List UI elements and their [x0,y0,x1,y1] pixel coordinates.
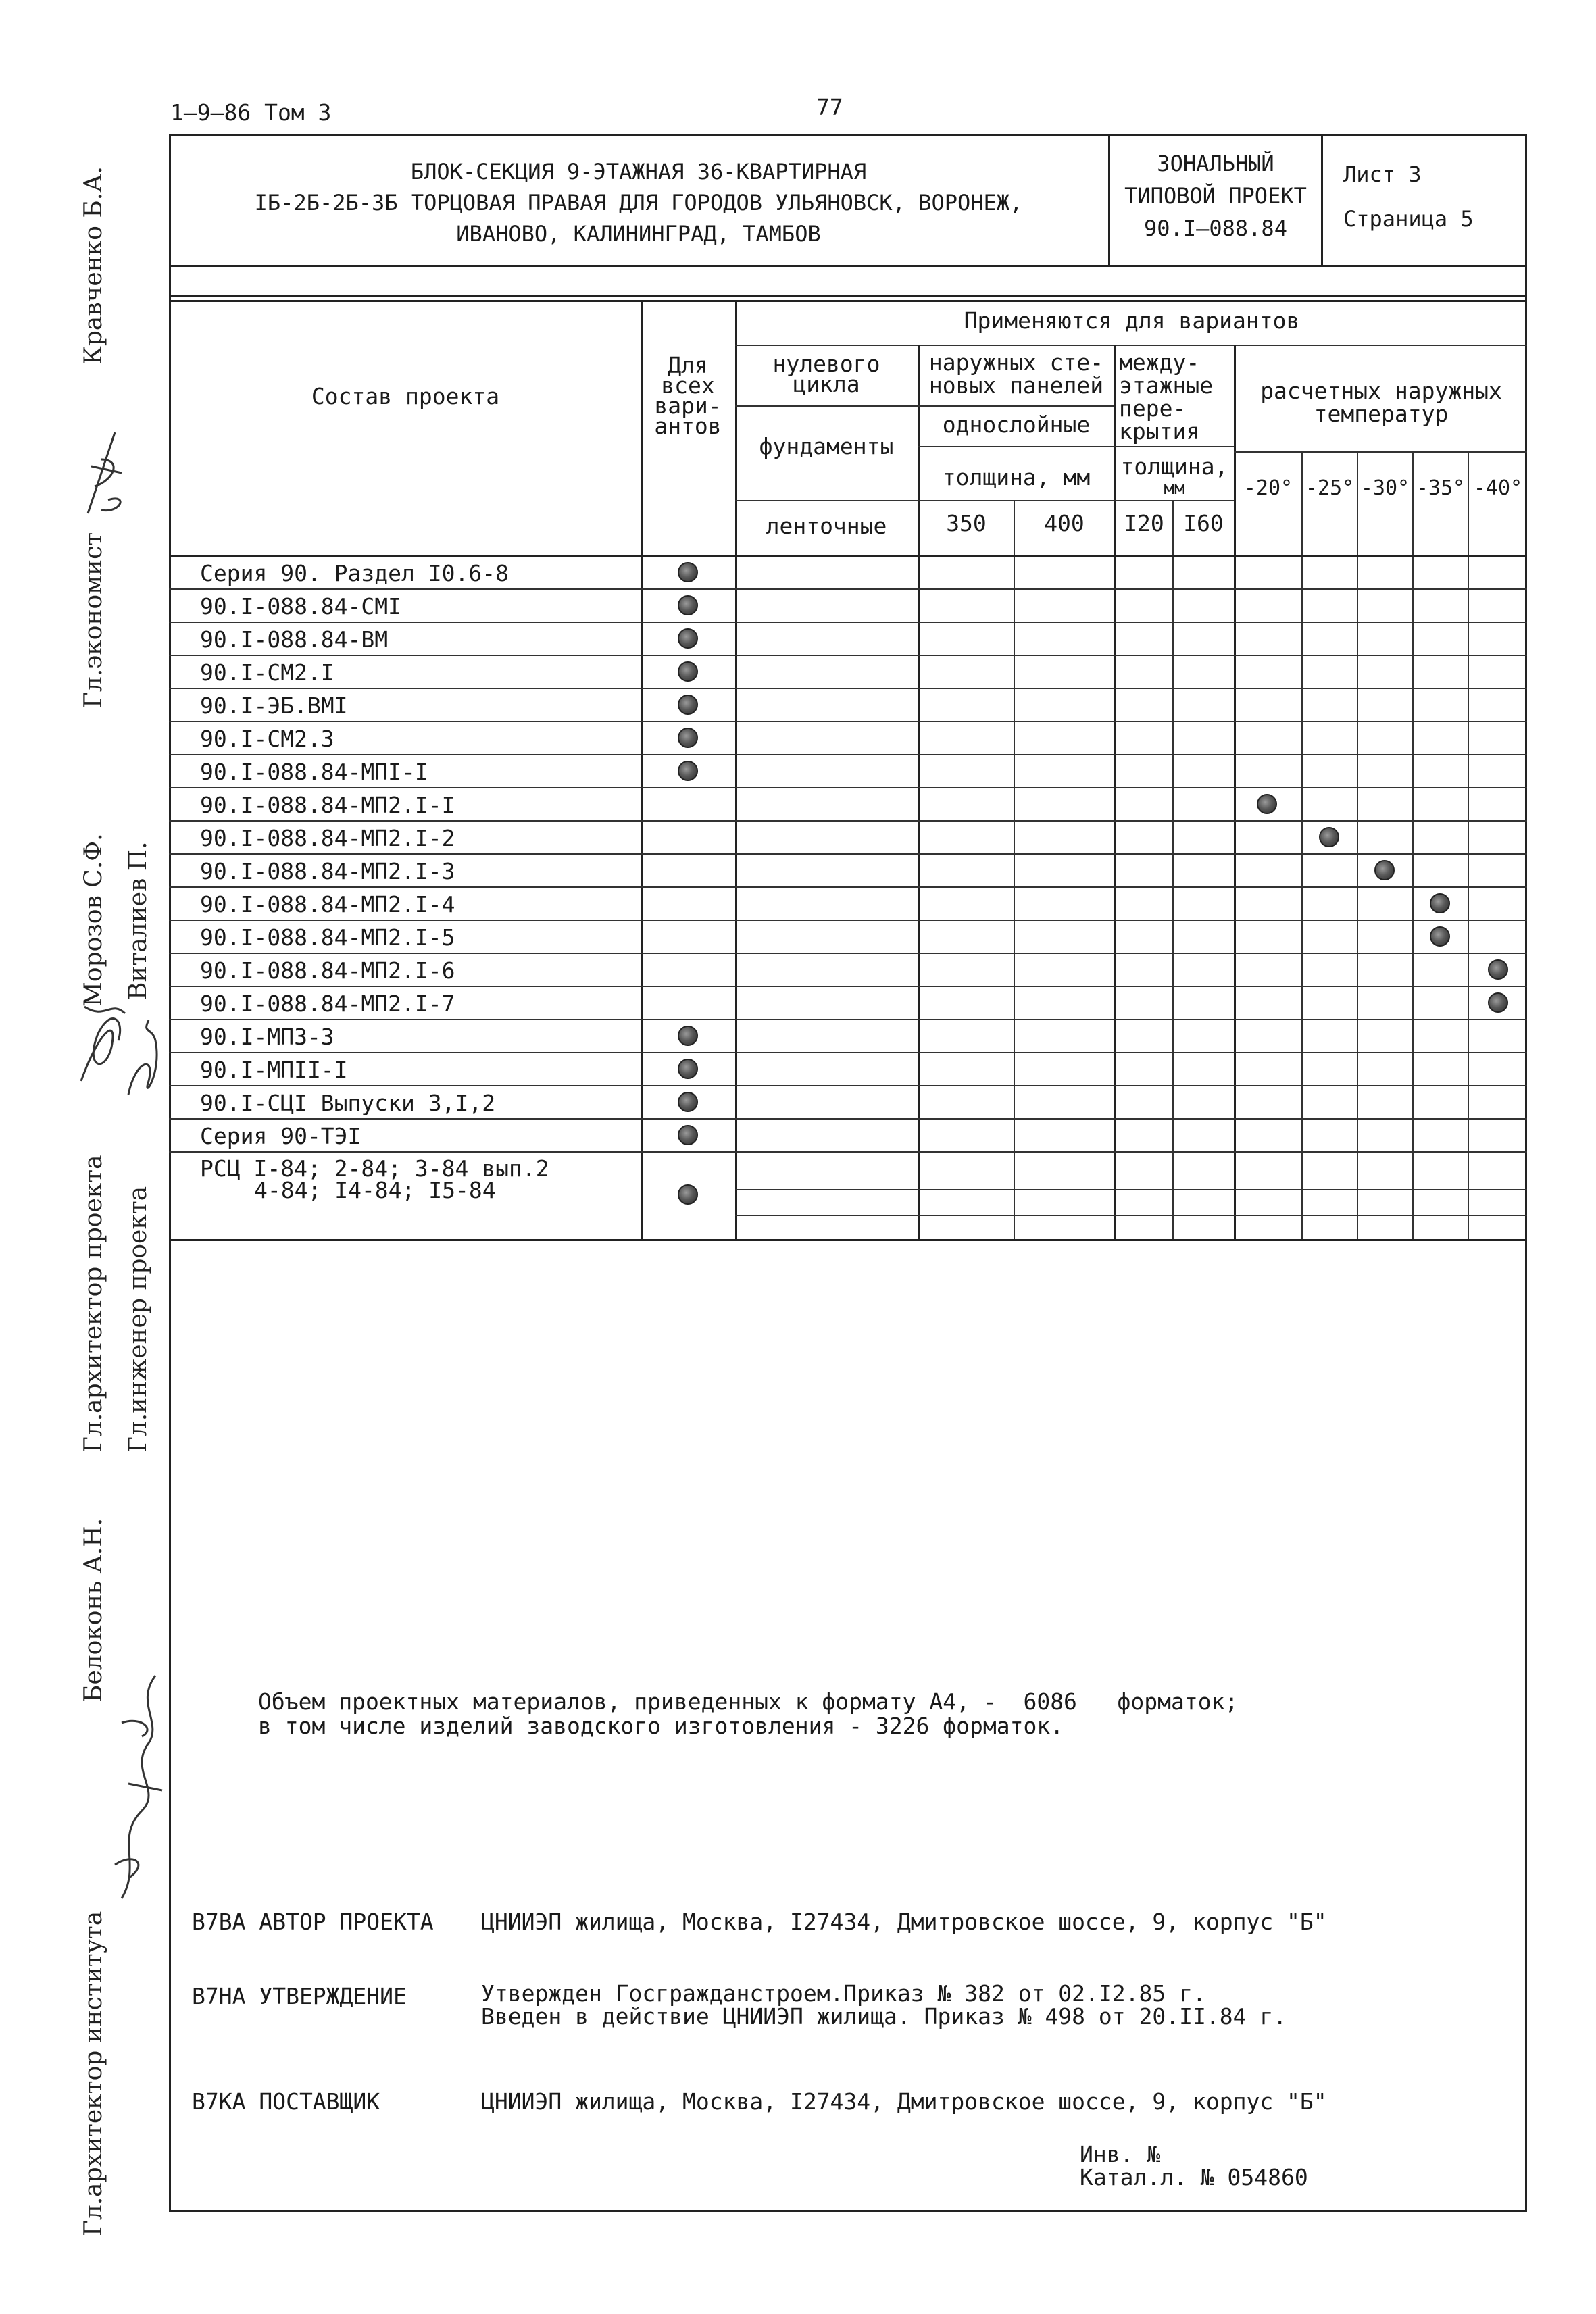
temp-40: -40° [1473,476,1523,500]
table-row: 90.I-088.84-МП2.I-2 [200,825,455,851]
strip-foundation: ленточные [766,513,887,539]
table-row: 90.I-ЭБ.ВМI [200,693,348,719]
signature-institute-architect [101,1662,176,1905]
applies-marker [1257,794,1277,814]
table-row: 90.I-088.84-ВМ [200,626,389,653]
project-number: 90.I–088.84 [1144,216,1287,241]
temp-25: -25° [1305,476,1355,500]
temps-2: температур [1314,401,1449,427]
single-layer: однослойные [942,411,1091,438]
project-type: ЗОНАЛЬНЫЙ [1157,151,1274,176]
walls-1: наружных сте- [928,349,1104,376]
table-row: 90.I-СЦI Выпуски 3,I,2 [200,1090,496,1116]
table-row: Серия 90. Раздел I0.6-8 [200,560,509,586]
table-row: 90.I-СМ2.I [200,659,334,686]
applies-marker [1374,860,1395,880]
col-composition: Состав проекта [311,383,500,409]
sheet-label: Лист 3 [1343,161,1422,187]
floors-2: этажные [1119,372,1214,399]
table-row: 90.I-МПII-I [200,1057,348,1083]
floor-thickness-2: мм [1164,478,1185,499]
applies-marker [678,761,698,781]
applies-marker [678,1026,698,1046]
applies-marker [1319,827,1339,847]
signature-economist [74,419,135,520]
margin-role-institute-architect: Гл.архитектор института [80,1911,107,2236]
wall-thickness: толщина, мм [942,464,1091,491]
applies-marker [678,728,698,748]
wall-400: 400 [1044,510,1084,536]
temp-35: -35° [1416,476,1466,500]
table-row: 90.I-088.84-МП2.I-3 [200,858,455,884]
volume-line-2: в том числе изделий заводского изготовления - 3226 форматок. [258,1713,1064,1739]
floor-120: I20 [1124,510,1164,536]
volume-line-1: Объем проектных материалов, приведенных к формату А4, - 6086 форматок; [258,1688,1239,1715]
author-value: ЦНИИЭП жилища, Москва, I27434, Дмитровское шоссе, 9, корпус "Б" [481,1909,1327,1935]
table-row: 90.I-СМ2.3 [200,726,334,752]
applies-marker [678,1184,698,1205]
applies-marker [1488,992,1508,1013]
applies-marker [1430,893,1450,913]
table-row: 90.I-088.84-МП2.I-4 [200,891,455,917]
temp-30: -30° [1360,476,1410,500]
series-ref: 1–9–86 Том 3 [170,99,332,126]
table-row: 90.I-088.84-МП2.I-5 [200,924,455,951]
approval-label: В7НА УТВЕРЖДЕНИЕ [192,1983,407,2009]
title-line-1: БЛОК-СЕКЦИЯ 9-ЭТАЖНАЯ 36-КВАРТИРНАЯ [410,159,867,184]
col-all-variants-3: вари- [654,393,722,419]
temp-20: -20° [1243,476,1293,500]
table-row: 90.I-МП3-3 [200,1024,334,1050]
wall-350: 350 [946,510,987,536]
applies-marker [678,661,698,682]
table-row: 90.I-088.84-СМI [200,593,402,620]
foundations: фундаменты [759,433,894,459]
table-row: Серия 90-ТЭI [200,1123,361,1149]
col-all-variants-1: Для [668,352,708,378]
applies-marker [678,1092,698,1112]
applied-header: Применяются для вариантов [964,307,1300,334]
floors-4: крытия [1119,418,1200,445]
margin-name-morozov: Морозов С.Ф. [80,833,107,1007]
col-all-variants-4: антов [654,413,722,439]
margin-name-vitaliev: Виталиев П. [124,841,152,1000]
floors-1: между- [1119,349,1200,376]
margin-name-belokon: Белоконь А.Н. [80,1517,107,1703]
table-row-cont: 4-84; I4-84; I5-84 [254,1177,496,1203]
table-row: РСЦ I-84; 2-84; 3-84 вып.2 [200,1155,549,1182]
applies-marker [678,1059,698,1079]
col-all-variants-2: всех [661,372,715,399]
table-row: 90.I-088.84-МП2.I-6 [200,957,455,984]
floor-thickness-1: толщина, [1120,453,1228,480]
margin-name-kravchenko: Кравченко Б.А. [80,166,107,365]
margin-role-chief-engineer: Гл.инженер проекта [124,1186,152,1453]
applies-marker [678,1125,698,1145]
approval-value-2: Введен в действие ЦНИИЭП жилища. Приказ № 498 от 20.II.84 г. [481,2003,1287,2030]
margin-role-economist: Гл.экономист [80,532,107,708]
supplier-value: ЦНИИЭП жилища, Москва, I27434, Дмитровское шоссе, 9, корпус "Б" [481,2088,1327,2115]
applies-marker [678,695,698,715]
page-label: Страница 5 [1343,206,1474,232]
margin-role-chief-architect: Гл.архитектор проекта [80,1155,107,1453]
approval-value-1: Утвержден Госгражданстроем.Приказ № 382 от 02.I2.85 г. [481,1980,1206,2007]
floors-3: пере- [1119,395,1187,422]
applies-marker [1488,959,1508,980]
walls-2: новых панелей [928,372,1104,399]
applies-marker [678,595,698,615]
title-line-2: IБ-2Б-2Б-3Б ТОРЦОВАЯ ПРАВАЯ ДЛЯ ГОРОДОВ УЛЬЯНОВСК, ВОРОНЕЖ, [254,190,1023,216]
table-row: 90.I-088.84-МП2.I-I [200,792,455,818]
author-label: В7ВА АВТОР ПРОЕКТА [192,1909,434,1935]
floor-160: I60 [1183,510,1224,536]
applies-marker [678,562,698,582]
temps-1: расчетных наружных [1260,378,1502,404]
project-type-2: ТИПОВОЙ ПРОЕКТ [1124,183,1307,209]
page-number: 77 [816,94,843,120]
zero-cycle-2: цикла [793,371,860,397]
table-row: 90.I-088.84-МП2.I-7 [200,990,455,1017]
supplier-label: В7КА ПОСТАВЩИК [192,2088,380,2115]
table-row: 90.I-088.84-МПI-I [200,759,428,785]
zero-cycle-1: нулевого [772,351,880,377]
applies-marker [1430,926,1450,947]
inventory-number: Инв. № [1080,2141,1161,2167]
signature-chief-engineer [115,1013,169,1101]
catalog-number: Катал.л. № 054860 [1080,2164,1308,2190]
title-line-3: ИВАНОВО, КАЛИНИНГРАД, ТАМБОВ [456,221,821,247]
applies-marker [678,628,698,649]
